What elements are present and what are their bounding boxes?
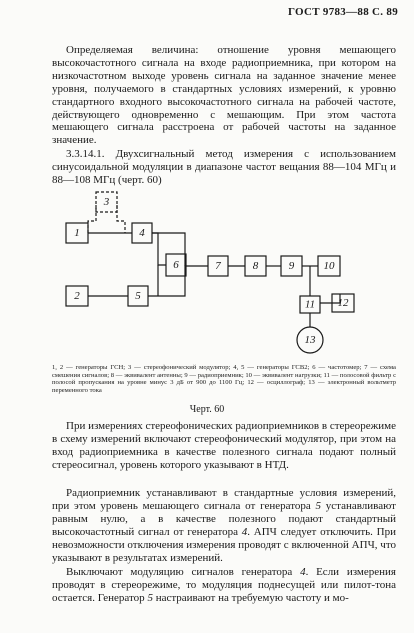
- block-8-label: 8: [252, 260, 259, 272]
- block-9-label: 9: [288, 260, 295, 272]
- block-4-label: 4: [139, 227, 145, 239]
- line-4-6: [152, 233, 158, 254]
- block-3-label: 3: [103, 196, 110, 208]
- paragraph-stereo: При измерениях стереофонических радиоприемников в стереорежиме в схему измерений включают стереофонический модулятор, при этом на вход радиоприемника в качестве полезного сигнала подают полный стереосигнал, уровень которого указывают в НТД.: [52, 420, 396, 471]
- line-to-6: [158, 254, 166, 265]
- block-11-label: 11: [304, 298, 316, 311]
- paragraph-standard-conditions: Радиоприемник устанавливают в стандартные условия измерений, при этом уровень мешающего сигнала от генератора 5 устанавливают равным нулю, а в качестве полезного подают стандартный высокочастотный сигнал от генератора 4. АПЧ следует отключить. При невозможности отключения измерения проводят с включенной АПЧ, что указывают в результатах измерений.: [52, 487, 396, 564]
- block-5-label: 5: [135, 290, 141, 302]
- block-7-label: 7: [215, 260, 221, 272]
- block-2-label: 2: [74, 290, 80, 302]
- diagram-legend: 1, 2 — генераторы ГСН; 3 — стереофонический модулятор; 4, 5 — генераторы ГСВ2; 6 — частотомер; 7 — схема смешения сигналов; 8 — эквивалент антенны; 9 — радиоприемник; 10 — эквивалент нагрузки; 11 — полосовой фильтр с полосой пропускания на уровне минус 3 дБ от 900 до 1100 Гц; 12 — осциллограф; 13 — электронный вольтметр переменного тока: [52, 364, 396, 394]
- figure-caption: Черт. 60: [189, 404, 225, 415]
- dashed-line-1-3: [88, 205, 96, 233]
- line-4-7: [152, 233, 185, 266]
- block-6-label: 6: [173, 259, 179, 271]
- block-1-label: 1: [74, 227, 80, 239]
- paragraph-modulation-off: Выключают модуляцию сигналов генератора 4. Если измерения проводят в стереорежиме, то модуляция поднесущей или пилот-тона остается. Генератор 5 настраивают на требуемую частоту и мо-: [52, 566, 396, 604]
- paragraph-definition: Определяемая величина: отношение уровня мешающего высокочастотного сигнала на входе радиоприемника, при котором на низкочастотном выходе уровень сигнала на заданное значение менее уровня, получаемого в стандартных условиях измерений, к уровню стандартного входного высокочастотного сигнала на рабочей частоте, действующего одновременно с мешающим. При этом частота мешающего сигнала расстроена от рабочей частоты на заданное значение.: [52, 44, 396, 147]
- dashed-line-3-4: [117, 205, 125, 233]
- paragraph-method-title: 3.3.14.1. Двухсигнальный метод измерения с использованием синусоидальной модуляции в диапазоне частот вещания 88—104 МГц и 88—108 МГц (черт. 60): [52, 148, 396, 186]
- page-header: ГОСТ 9783—88 С. 89: [287, 6, 398, 18]
- block-10-label: 10: [323, 260, 335, 272]
- block-12-label: 12: [337, 297, 349, 309]
- block-13-label: 13: [304, 334, 316, 346]
